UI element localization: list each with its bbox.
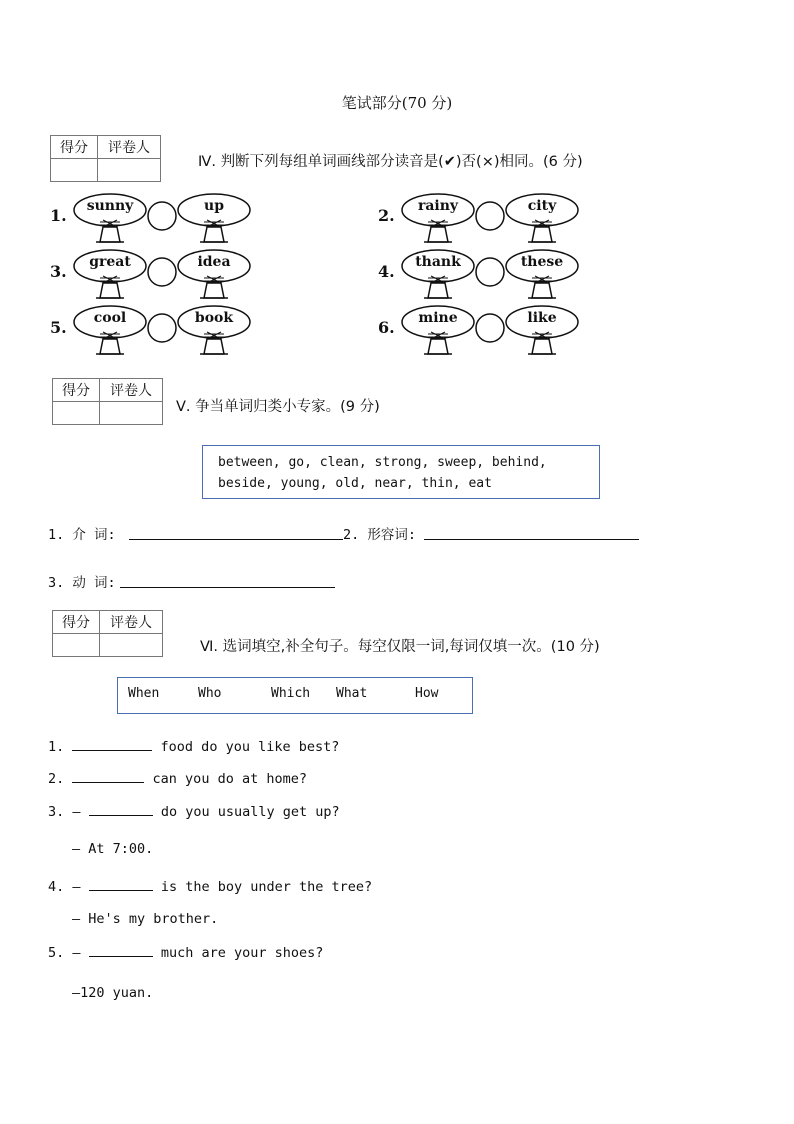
- classify-q1-blank[interactable]: [129, 525, 343, 540]
- fill-question-5: [48, 944, 323, 961]
- grader-cell[interactable]: [100, 634, 163, 657]
- mushroom-word-left: mine: [418, 310, 458, 326]
- grader-cell[interactable]: [98, 159, 161, 182]
- score-table-5: [52, 378, 163, 425]
- section-4-heading: Ⅳ. 判断下列每组单词画线部分读音是(✔)否(×)相同。(6 分): [198, 154, 583, 170]
- mushroom-word-right: idea: [197, 254, 231, 270]
- answer-circle[interactable]: [148, 314, 176, 342]
- section-5-heading: Ⅴ. 争当单词归类小专家。(9 分): [176, 399, 380, 415]
- options-box: [117, 677, 473, 714]
- pair-number: 5.: [50, 318, 67, 337]
- option-what: What: [336, 686, 368, 701]
- mushroom-word-left: great: [89, 254, 131, 270]
- grader-label: 评卷人: [100, 611, 163, 634]
- mushroom-word-right: city: [527, 198, 557, 214]
- answer-blank[interactable]: [89, 878, 153, 891]
- mushroom-word-left: sunny: [86, 198, 134, 214]
- question-text: can you do at home?: [152, 771, 307, 787]
- dialog-answer-5: —120 yuan.: [72, 985, 154, 1001]
- pair-6: [378, 304, 588, 364]
- pair-number: 3.: [50, 262, 67, 281]
- pair-5: [50, 304, 260, 364]
- mushroom-word-left: rainy: [417, 198, 459, 214]
- section-6-heading: Ⅵ. 选词填空,补全句子。每空仅限一词,每词仅填一次。(10 分): [200, 639, 600, 655]
- answer-circle[interactable]: [476, 258, 504, 286]
- answer-circle[interactable]: [476, 202, 504, 230]
- option-when: When: [128, 686, 160, 701]
- pair-2: [378, 192, 588, 252]
- fill-question-2: [48, 770, 307, 787]
- mushroom-word-right: like: [527, 310, 557, 326]
- mushroom-word-right: these: [520, 254, 564, 270]
- fill-question-1: [48, 738, 339, 755]
- question-text: food do you like best?: [160, 739, 340, 755]
- dialog-dash: —: [72, 945, 81, 961]
- fill-question-3: [48, 803, 340, 820]
- question-number: 3.: [48, 804, 65, 820]
- fill-question-4: [48, 878, 372, 895]
- grader-label: 评卷人: [98, 136, 161, 159]
- classify-q3-label: 3. 动 词:: [48, 575, 116, 591]
- pair-number: 6.: [378, 318, 395, 337]
- dialog-dash: —: [72, 804, 81, 820]
- grader-label: 评卷人: [100, 379, 163, 402]
- answer-circle[interactable]: [148, 202, 176, 230]
- mushroom-word-right: up: [204, 198, 224, 214]
- question-number: 5.: [48, 945, 65, 961]
- word-bank-line-1: between, go, clean, strong, sweep, behind,: [218, 455, 547, 470]
- pair-4: [378, 248, 588, 308]
- word-bank-line-2: beside, young, old, near, thin, eat: [218, 476, 492, 491]
- option-which: Which: [271, 686, 311, 701]
- score-label: 得分: [53, 611, 100, 634]
- word-bank-box: [202, 445, 600, 499]
- option-who: Who: [198, 686, 222, 701]
- pair-number: 4.: [378, 262, 395, 281]
- question-text: is the boy under the tree?: [160, 879, 373, 895]
- classify-q3-blank[interactable]: [120, 573, 335, 588]
- answer-blank[interactable]: [89, 944, 153, 957]
- question-number: 2.: [48, 771, 65, 787]
- dialog-answer-3: — At 7:00.: [72, 841, 154, 857]
- question-number: 1.: [48, 739, 65, 755]
- score-cell[interactable]: [51, 159, 98, 182]
- answer-circle[interactable]: [476, 314, 504, 342]
- classify-q1: [48, 523, 116, 543]
- mushroom-word-left: thank: [415, 254, 461, 270]
- grader-cell[interactable]: [100, 402, 163, 425]
- pair-1: [50, 192, 260, 252]
- option-how: How: [415, 686, 439, 701]
- answer-circle[interactable]: [148, 258, 176, 286]
- score-cell[interactable]: [53, 634, 100, 657]
- mushroom-word-left: cool: [93, 310, 127, 326]
- question-number: 4.: [48, 879, 65, 895]
- score-label: 得分: [53, 379, 100, 402]
- question-text: do you usually get up?: [160, 804, 340, 820]
- score-cell[interactable]: [53, 402, 100, 425]
- pair-number: 2.: [378, 206, 395, 225]
- mushroom-word-right: book: [194, 310, 234, 326]
- classify-q1-label: 1. 介 词:: [48, 527, 116, 543]
- score-table-4: [50, 135, 161, 182]
- answer-blank[interactable]: [89, 803, 153, 816]
- dialog-dash: —: [72, 879, 81, 895]
- question-text: much are your shoes?: [160, 945, 324, 961]
- pair-number: 1.: [50, 206, 67, 225]
- page-title: 笔试部分(70 分): [341, 94, 453, 112]
- classify-q2-label: 2. 形容词:: [343, 527, 417, 543]
- answer-blank[interactable]: [72, 738, 152, 751]
- answer-blank[interactable]: [72, 770, 144, 783]
- score-label: 得分: [51, 136, 98, 159]
- dialog-answer-4: — He's my brother.: [72, 911, 219, 927]
- score-table-6: [52, 610, 163, 657]
- classify-q2-blank[interactable]: [424, 525, 639, 540]
- pair-3: [50, 248, 260, 308]
